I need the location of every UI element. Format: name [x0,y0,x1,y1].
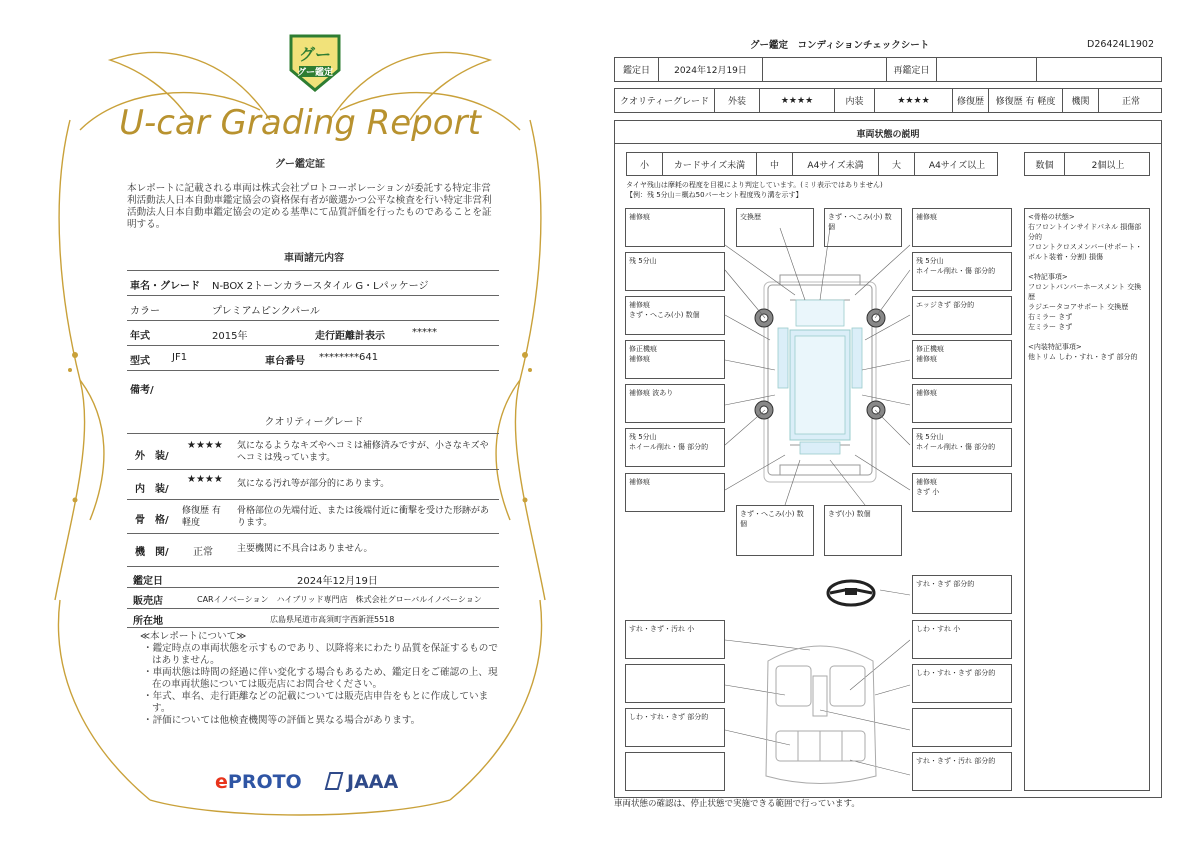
note-item: ・車両状態は時間の経過に伴い変化する場合もあるため、鑑定日をご確認の上、現在の車両状態については販売店にお問合せください。 [143,667,498,690]
redate-label: 再鑑定日 [887,58,937,81]
year-value: 2015年 [212,331,248,342]
chassis-label: 車台番号 [265,356,305,367]
quality-title: クオリティーグレード [264,417,364,428]
jaaa-logo: JAAA [327,771,398,793]
date-row [127,566,499,587]
year-label: 年式 [130,331,150,342]
condition-check-sheet [600,0,1200,848]
svg-text:グー: グー [298,45,332,64]
spec-row-year [127,320,499,345]
address-value: 広島県尾道市高須町字西新涯5518 [270,615,395,624]
damage-box: エッジきず 部分的 [912,296,1012,335]
count-desc: 2個以上 [1091,160,1125,171]
color-label: カラー [130,306,160,317]
svg-text:グー鑑定: グー鑑定 [296,68,334,78]
dealer-value: CARイノベーション ハイブリッド専門店 株式会社グローバルイノベーション [197,595,482,604]
damage-box: 補修痕 きず 小 [912,473,1012,512]
spec-row-model [127,345,499,370]
sheet-title: グー鑑定 コンディションチェックシート [750,40,930,51]
name-value: N-BOX 2トーンカラースタイル G・Lパッケージ [212,281,429,292]
damage-box: きず・へこみ(小) 数個 [824,208,902,247]
damage-box: 残 5分山 [625,252,725,291]
doc-id: D26424L1902 [1087,39,1155,50]
spec-title: 車両諸元内容 [284,253,344,264]
damage-box: 補修痕 きず・へこみ(小) 数個 [625,296,725,335]
footer-note: 車両状態の確認は、停止状態で実施できる範囲で行っています。 [614,799,860,809]
date-label: 鑑定日 [615,58,659,81]
note-item: ・鑑定時点の車両状態を示すものであり、以降将来にわたり品質を保証するものではありません。 [143,643,498,666]
model-label: 型式 [130,356,150,367]
quality-value: 修復歴 有 軽度 [182,506,221,528]
proto-logo: ePROTO [215,771,302,793]
dealer-row [127,587,499,608]
chassis-value: ********641 [319,352,379,363]
quality-desc: 主要機関に不具合はありません。 [237,544,373,554]
damage-box: きず・へこみ(小) 数個 [736,505,814,556]
goo-kantei-badge-icon [287,30,343,94]
note-item: ・年式、車名、走行距離などの記載については販売店申告をもとに作成しています。 [143,691,489,714]
side-notes: <骨格の状態> 右フロントインサイドパネル 損傷部分的 フロントクロスメンバー(サポート・ボルト装着・分割) 損傷 <特記事項> フロントバンパーホースメント 交換歴 ラジエータコアサポート 交換歴 右ミラー きず 左ミラー きず <内装特記事項> 他トリム しわ・すれ・きず 部分的 [1024,208,1150,791]
color-value: プレミアムピンクパール [212,306,320,317]
interior-box [912,708,1012,747]
date-value: 2024年12月19日 [297,576,378,587]
repair-value: 修復歴 有 軽度 [989,89,1063,112]
quality-label: 機 関/ [135,547,169,558]
svg-text:U-car Grading Report: U-car Grading Report [119,103,481,143]
damage-box: 補修痕 [912,384,1012,423]
date-label: 鑑定日 [133,576,163,587]
interior-box: しわ・すれ・きず 部分的 [625,708,725,747]
mileage-value: ***** [412,327,437,338]
quality-desc: 気になるようなキズやヘコミは補修済みですが、小さなキズやヘコミは残っています。 [237,441,489,463]
script-title [100,92,500,152]
count-label: 数個 [1025,153,1065,175]
size-small-desc: カードサイズ未満 [663,153,757,175]
engine-value: 正常 [1121,97,1140,107]
name-label: 車名・グレード [130,281,200,292]
damage-box: 残 5分山 ホイール削れ・傷 部分的 [912,252,1012,291]
quality-row-interior [127,469,499,499]
quality-value: 正常 [193,547,213,558]
address-label: 所在地 [133,616,163,627]
damage-box: きず(小) 数個 [824,505,902,556]
damage-box: 残 5分山 ホイール削れ・傷 部分的 [625,428,725,467]
interior-box [625,752,725,791]
damage-box: 補修痕 波あり [625,384,725,423]
quality-row-engine [127,533,499,562]
damage-box: 修正機痕 補修痕 [912,340,1012,379]
cert-title: グー鑑定証 [275,159,325,170]
interior-box [625,664,725,703]
ext-value: ★★★★ [760,89,835,112]
int-label: 内装 [835,89,875,112]
size-medium: 中 [757,153,793,175]
spec-row-remarks [127,370,499,406]
notes-title: ≪本レポートについて≫ [140,631,247,642]
tire-note-1: タイヤ残山は摩耗の程度を目視により判定しています。(ミリ表示ではありません) [626,181,883,189]
damage-box: 修正機痕 補修痕 [625,340,725,379]
size-medium-desc: A4サイズ未満 [793,153,879,175]
damage-box: 補修痕 [912,208,1012,247]
qg-label: クオリティーグレード [615,89,715,112]
remarks-label: 備考/ [130,385,154,396]
repair-label: 修復歴 [953,89,989,112]
model-value: JF1 [172,352,188,363]
damage-box: 残 5分山 ホイール削れ・傷 部分的 [912,428,1012,467]
mileage-label: 走行距離計表示 [315,331,385,342]
damage-box: 補修痕 [625,208,725,247]
cert-body: 本レポートに記載される車両は株式会社プロトコーポレーションが委託する特定非営利活動法人日本自動車鑑定協会の資格保有者が厳選かつ公平な検査を行い特定非営利活動法人日本自動車鑑定協会の定める基準にて品質評価を行ったものであることを証明する。 [127,183,492,230]
quality-row-exterior [127,433,499,469]
interior-box: すれ・きず・汚れ 小 [625,620,725,659]
quality-value: ★★★★ [187,474,223,485]
size-small: 小 [627,153,663,175]
spec-row-name [127,270,499,295]
tire-note-2: 【例：残 5分山＝概ね50パーセント程度残り溝を示す】 [626,191,803,199]
quality-label: 内 装/ [135,484,169,495]
engine-label: 機関 [1063,89,1099,112]
section-title: 車両状態の説明 [856,130,920,140]
quality-row-frame [127,499,499,533]
spec-row-color [127,295,499,320]
quality-label: 外 装/ [135,451,169,462]
quality-desc: 気になる汚れ等が部分的にあります。 [237,479,390,489]
note-item: ・評価については他検査機関等の評価と異なる場合があります。 [143,715,421,726]
steering-wheel-icon [825,578,877,608]
ext-label: 外装 [715,89,760,112]
date-value: 2024年12月19日 [659,58,763,81]
quality-desc: 骨格部位の先端付近、または後端付近に衝撃を受けた形跡があります。 [237,506,490,528]
report-notes [140,631,500,727]
interior-box: すれ・きず 部分的 [912,575,1012,614]
size-large-desc: A4サイズ以上 [928,160,986,171]
address-row [127,608,499,628]
damage-box: 交換歴 [736,208,814,247]
interior-box: しわ・すれ・きず 部分的 [912,664,1012,703]
quality-label: 骨 格/ [135,515,169,526]
car-interior-diagram [758,636,883,786]
int-value: ★★★★ [875,89,953,112]
quality-value: ★★★★ [187,440,223,451]
damage-box: 補修痕 [625,473,725,512]
interior-box: しわ・すれ 小 [912,620,1012,659]
dealer-label: 販売店 [133,596,163,607]
interior-box: すれ・きず・汚れ 部分的 [912,752,1012,791]
size-large: 大 [879,153,915,175]
